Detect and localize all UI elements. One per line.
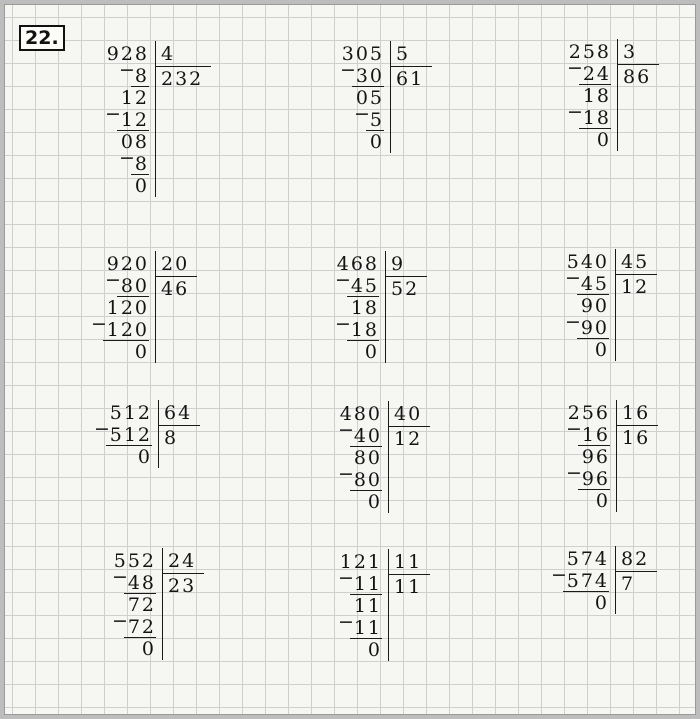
minus-sign: − <box>567 57 583 79</box>
dividend: 258 <box>568 41 611 63</box>
minus-sign: − <box>112 610 128 632</box>
dividend: 552 <box>113 550 156 572</box>
minus-sign: − <box>567 101 583 123</box>
subtrahend: 512 <box>109 424 152 446</box>
quotient: 11 <box>394 576 423 598</box>
quotient: 12 <box>394 428 423 450</box>
quotient: 12 <box>621 276 650 298</box>
quotient: 52 <box>391 278 420 300</box>
minus-sign: − <box>566 418 582 440</box>
dividend: 121 <box>339 551 382 573</box>
remainder: 08 <box>120 131 149 153</box>
minus-sign: − <box>338 463 354 485</box>
dividend: 928 <box>106 43 149 65</box>
divisor-bar <box>388 549 389 661</box>
quotient-bar <box>615 274 657 275</box>
quotient: 46 <box>161 278 190 300</box>
subtrahend: 18 <box>582 107 611 129</box>
minus-sign: − <box>338 567 354 589</box>
minus-sign: − <box>119 147 135 169</box>
subtrahend: 8 <box>134 65 149 87</box>
divisor: 11 <box>394 551 423 573</box>
quotient-bar <box>390 66 432 67</box>
subtrahend: 5 <box>369 109 384 131</box>
quotient: 7 <box>621 573 636 595</box>
dividend: 540 <box>566 251 609 273</box>
minus-sign: − <box>105 103 121 125</box>
subtrahend: 11 <box>353 617 382 639</box>
quotient-bar <box>388 426 430 427</box>
divisor: 16 <box>622 402 651 424</box>
divisor-bar <box>617 39 618 151</box>
subtrahend: 80 <box>353 469 382 491</box>
divisor-bar <box>616 400 617 512</box>
remainder: 0 <box>367 491 382 513</box>
minus-sign: − <box>94 418 110 440</box>
subtrahend: 48 <box>127 572 156 594</box>
remainder: 96 <box>581 446 610 468</box>
exercise-number-badge: 22. <box>19 25 65 51</box>
remainder: 72 <box>127 594 156 616</box>
remainder: 0 <box>595 490 610 512</box>
subtrahend: 120 <box>106 319 149 341</box>
divisor-bar <box>615 249 616 361</box>
subtrahend: 45 <box>580 273 609 295</box>
subtrahend: 24 <box>582 63 611 85</box>
quotient: 23 <box>168 575 197 597</box>
quotient: 232 <box>161 68 204 90</box>
divisor: 3 <box>623 41 638 63</box>
minus-sign: − <box>105 269 121 291</box>
quotient: 86 <box>623 66 652 88</box>
remainder: 0 <box>364 341 379 363</box>
minus-sign: − <box>565 311 581 333</box>
dividend: 468 <box>336 253 379 275</box>
remainder: 18 <box>350 297 379 319</box>
divisor: 82 <box>621 548 650 570</box>
divisor: 9 <box>391 253 406 275</box>
remainder: 120 <box>106 297 149 319</box>
quotient: 8 <box>164 427 179 449</box>
minus-sign: − <box>119 59 135 81</box>
subtrahend: 45 <box>350 275 379 297</box>
minus-sign: − <box>91 313 107 335</box>
subtrahend: 80 <box>120 275 149 297</box>
remainder: 80 <box>353 447 382 469</box>
subtrahend: 8 <box>134 153 149 175</box>
minus-sign: − <box>354 103 370 125</box>
minus-sign: − <box>340 59 356 81</box>
minus-sign: − <box>338 611 354 633</box>
remainder: 0 <box>596 129 611 151</box>
minus-sign: − <box>551 564 567 586</box>
quotient-bar <box>615 571 657 572</box>
subtrahend: 96 <box>581 468 610 490</box>
dividend: 256 <box>567 402 610 424</box>
dividend: 574 <box>566 548 609 570</box>
subtrahend: 30 <box>355 65 384 87</box>
subtrahend: 40 <box>353 425 382 447</box>
graph-paper-sheet <box>4 4 696 715</box>
remainder: 0 <box>594 339 609 361</box>
divisor-bar <box>390 41 391 153</box>
divisor-bar <box>615 546 616 614</box>
remainder: 0 <box>137 446 152 468</box>
quotient-bar <box>155 66 211 67</box>
minus-sign: − <box>565 267 581 289</box>
subtrahend: 12 <box>120 109 149 131</box>
subtrahend: 574 <box>566 570 609 592</box>
divisor-bar <box>158 400 159 468</box>
quotient: 16 <box>622 427 651 449</box>
divisor-bar <box>385 251 386 363</box>
dividend: 305 <box>341 43 384 65</box>
divisor-bar <box>155 251 156 363</box>
divisor-bar <box>155 41 156 197</box>
divisor: 45 <box>621 251 650 273</box>
quotient-bar <box>155 276 197 277</box>
dividend: 920 <box>106 253 149 275</box>
subtrahend: 90 <box>580 317 609 339</box>
subtrahend: 11 <box>353 573 382 595</box>
remainder: 0 <box>369 131 384 153</box>
minus-sign: − <box>335 269 351 291</box>
quotient-bar <box>162 573 204 574</box>
quotient-bar <box>617 64 659 65</box>
remainder: 0 <box>594 592 609 614</box>
divisor: 24 <box>168 550 197 572</box>
dividend: 512 <box>109 402 152 424</box>
divisor: 40 <box>394 403 423 425</box>
quotient-bar <box>616 425 658 426</box>
divisor: 5 <box>396 43 411 65</box>
divisor: 4 <box>161 43 176 65</box>
quotient-bar <box>388 574 430 575</box>
quotient-bar <box>158 425 200 426</box>
remainder: 05 <box>355 87 384 109</box>
subtrahend: 72 <box>127 616 156 638</box>
remainder: 18 <box>582 85 611 107</box>
minus-sign: − <box>338 419 354 441</box>
quotient: 61 <box>396 68 425 90</box>
subtrahend: 18 <box>350 319 379 341</box>
dividend: 480 <box>339 403 382 425</box>
remainder: 0 <box>367 639 382 661</box>
remainder: 12 <box>120 87 149 109</box>
quotient-bar <box>385 276 427 277</box>
divisor: 20 <box>161 253 190 275</box>
minus-sign: − <box>335 313 351 335</box>
remainder: 90 <box>580 295 609 317</box>
remainder: 0 <box>141 638 156 660</box>
remainder: 0 <box>134 341 149 363</box>
divisor: 64 <box>164 402 193 424</box>
remainder: 0 <box>134 175 149 197</box>
subtrahend: 16 <box>581 424 610 446</box>
divisor-bar <box>388 401 389 513</box>
minus-sign: − <box>112 566 128 588</box>
divisor-bar <box>162 548 163 660</box>
minus-sign: − <box>566 462 582 484</box>
remainder: 11 <box>353 595 382 617</box>
